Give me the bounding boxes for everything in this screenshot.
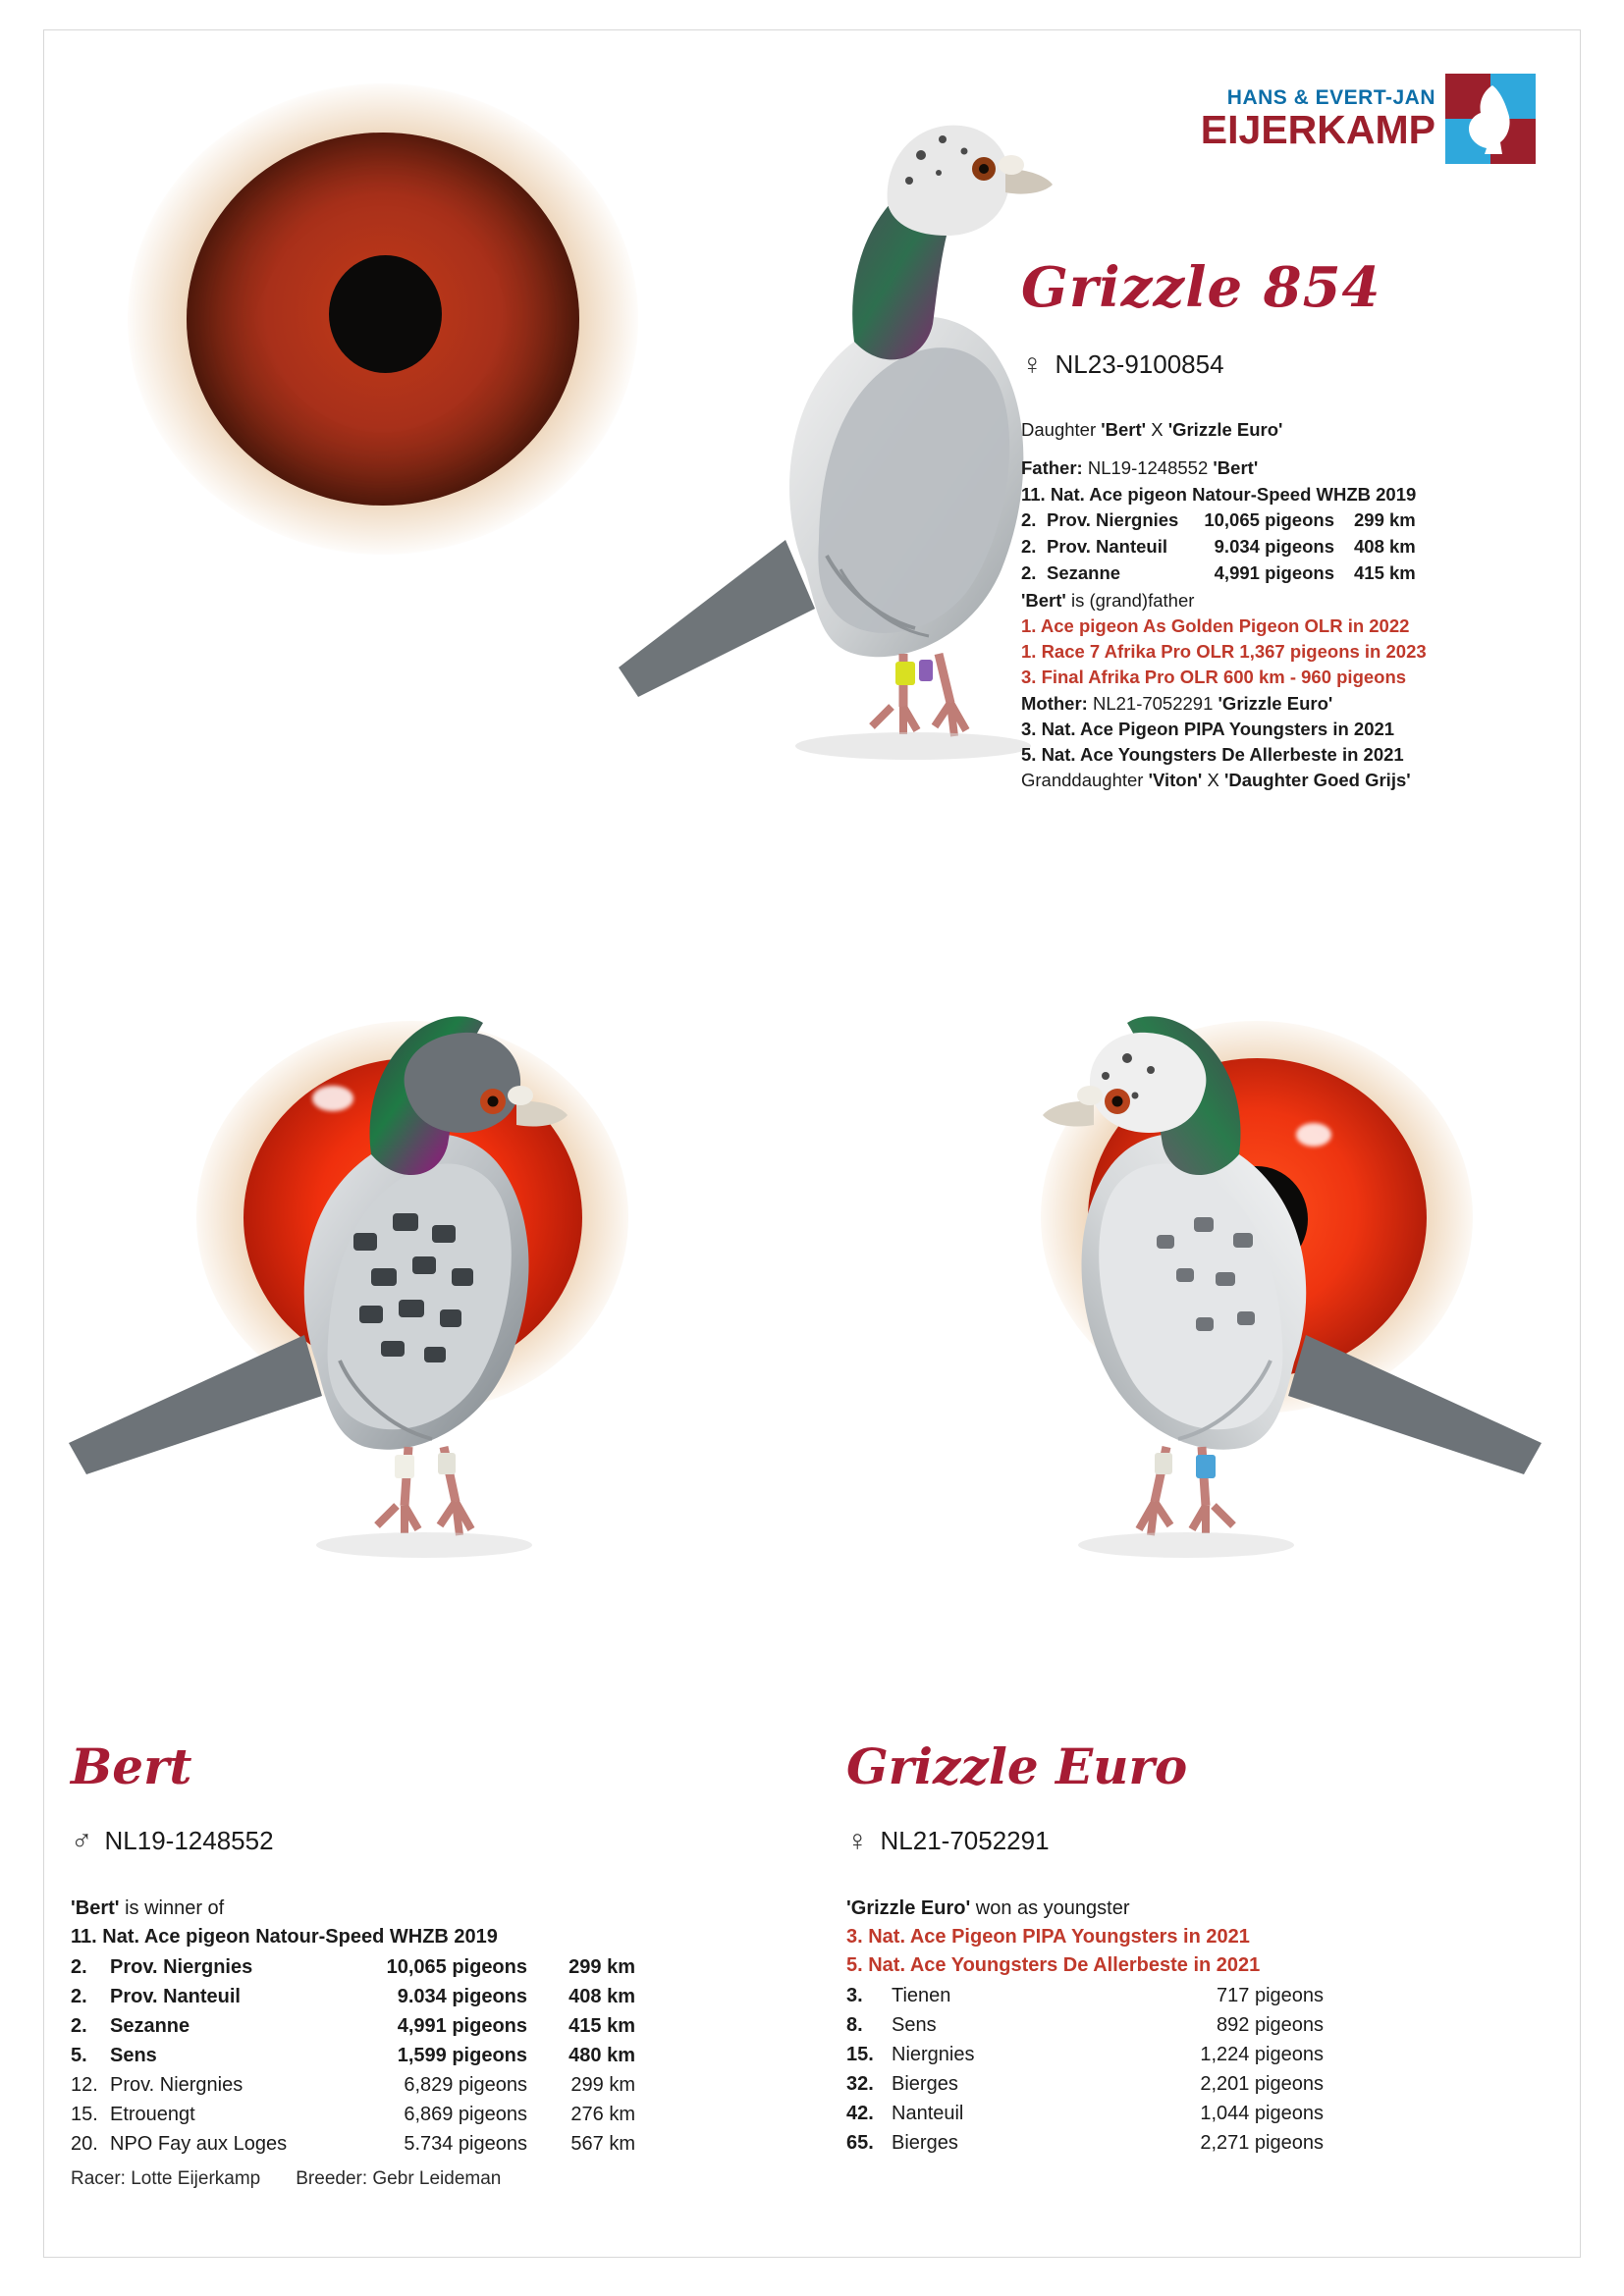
parentage-line [1021,417,1532,443]
euro-highlight-2: 5. Nat. Ace Youngsters De Allerbeste in 2021 [846,1954,1261,1976]
result-race: Bierges [892,2132,958,2154]
father-headline: 11. Nat. Ace pigeon Natour-Speed WHZB 2019 [1021,483,1417,505]
result-race: Etrouengt [110,2104,195,2125]
result-position: 42. [846,2103,874,2124]
result-pigeons: 6,829 pigeons [404,2074,527,2096]
grizzle-euro-title: Grizzle Euro [846,1737,1188,1795]
result-position: 32. [846,2073,874,2095]
father-name: 'Bert' [1213,457,1259,479]
table-row [71,2130,635,2160]
result-km: 408 km [568,1986,635,2007]
parentage-x: X [1146,419,1168,440]
result-km: 415 km [568,2015,635,2037]
result-pigeons: 2,201 pigeons [1200,2073,1324,2095]
logo-line-1: HANS & EVERT-JAN [1226,86,1435,109]
mother-highlight-1: 3. Nat. Ace Pigeon PIPA Youngsters in 2021 [1021,718,1395,739]
result-pigeons: 717 pigeons [1217,1985,1324,2006]
result-position: 65. [846,2132,874,2154]
result-position: 15. [846,2044,874,2065]
father-highlight-3: 3. Final Afrika Pro OLR 600 km - 960 pigeons [1021,667,1407,688]
result-pigeons: 9.034 pigeons [1214,536,1334,558]
father-ring: NL19-1248552 [1082,457,1214,479]
result-km: 299 km [568,1956,635,1978]
sex-symbol-male-icon: ♂ [71,1824,93,1857]
result-race: Sens [110,2045,157,2066]
logo-line-2: EIJERKAMP [1200,107,1435,152]
logo-mark-icon [1445,74,1536,164]
result-position: 8. [846,2014,863,2036]
table-row [71,1983,635,2012]
result-race: Tienen [892,1985,951,2006]
result-position: 2. [1021,562,1037,584]
result-km: 276 km [570,2104,635,2125]
result-race: Sens [892,2014,937,2036]
logo-dove-icon [1463,81,1520,156]
table-row [846,2070,1343,2100]
grizzle-euro-ring-row [846,1826,1050,1856]
bert-results-table [71,1953,635,2160]
euro-intro-name: 'Grizzle Euro' [846,1897,971,1919]
result-race: Prov. Nanteuil [1047,536,1168,558]
main-ring-row [1021,349,1224,380]
result-position: 12. [71,2074,98,2096]
father-highlight-1: 1. Ace pigeon As Golden Pigeon OLR in 2022 [1021,614,1410,636]
parentage-mother: 'Grizzle Euro' [1167,419,1283,440]
table-row [846,2100,1343,2129]
table-row [71,1953,635,1983]
bert-breeder: Breeder: Gebr Leideman [296,2168,502,2189]
granddaughter-sire: 'Viton' [1148,770,1203,791]
result-race: Prov. Niergnies [110,1956,253,1978]
table-row [846,2129,1343,2159]
result-pigeons: 6,869 pigeons [404,2104,527,2125]
table-row [1021,534,1416,561]
result-pigeons: 4,991 pigeons [397,2015,527,2037]
bert-intro-text: is winner of [119,1897,225,1919]
table-row [71,2042,635,2071]
bert-intro [71,1895,758,1923]
bert-details [71,1895,758,2193]
result-pigeons: 10,065 pigeons [1204,508,1334,530]
bird-photo-grizzle-euro [844,1011,1551,1757]
father-results-table [1021,507,1416,588]
euro-highlight-1: 3. Nat. Ace Pigeon PIPA Youngsters in 2021 [846,1926,1250,1948]
granddaughter-line [1021,768,1532,793]
parentage-prefix: Daughter [1021,419,1102,440]
grizzle-euro-details [846,1895,1475,2159]
mother-name: 'Grizzle Euro' [1218,692,1333,714]
result-race: Sezanne [110,2015,190,2037]
sex-symbol-female-icon: ♀ [846,1824,869,1857]
result-km: 299 km [570,2074,635,2096]
grizzle-euro-ring-number: NL21-7052291 [880,1826,1050,1855]
bert-title: Bert [71,1737,192,1795]
table-row [846,2011,1343,2041]
result-position: 3. [846,1985,863,2006]
result-position: 5. [71,2045,87,2066]
granddaughter-prefix: Granddaughter [1021,770,1149,791]
euro-intro [846,1895,1475,1923]
eye-photo-grizzle-854 [128,83,638,555]
bert-ring-row [71,1826,274,1856]
result-pigeons: 9.034 pigeons [397,1986,527,2007]
result-pigeons: 4,991 pigeons [1214,562,1334,584]
father-line [1021,455,1532,481]
main-pedigree-details [1021,417,1532,794]
granddaughter-dam: 'Daughter Goed Grijs' [1223,770,1411,791]
table-row [846,2041,1343,2070]
result-km: 480 km [568,2045,635,2066]
result-position: 2. [71,2015,87,2037]
result-position: 2. [71,1956,87,1978]
table-row [1021,561,1416,587]
mother-line [1021,691,1532,717]
result-pigeons: 10,065 pigeons [386,1956,527,1978]
result-position: 20. [71,2133,98,2155]
result-position: 2. [1021,508,1037,530]
table-row [1021,507,1416,534]
grandfather-note-text: is (grand)father [1065,589,1195,611]
result-position: 15. [71,2104,98,2125]
result-race: Niergnies [892,2044,975,2065]
sex-symbol-female-icon: ♀ [1021,347,1044,381]
result-race: Bierges [892,2073,958,2095]
result-race: Prov. Niergnies [110,2074,244,2096]
result-km: 415 km [1354,562,1416,584]
bert-credits [71,2165,758,2193]
euro-results-table [846,1982,1343,2159]
result-pigeons: 1,044 pigeons [1200,2103,1324,2124]
result-km: 567 km [570,2133,635,2155]
table-row [71,2101,635,2130]
grandfather-note-name: 'Bert' [1021,589,1066,611]
result-pigeons: 2,271 pigeons [1200,2132,1324,2154]
mother-highlight-2: 5. Nat. Ace Youngsters De Allerbeste in 2021 [1021,744,1404,766]
result-race: Prov. Nanteuil [110,1986,241,2007]
result-race: Sezanne [1047,562,1121,584]
logo-wordmark [1201,87,1435,150]
mother-ring: NL21-7052291 [1087,692,1218,714]
bird-photo-bert [59,1011,766,1757]
bert-racer: Racer: Lotte Eijerkamp [71,2168,261,2189]
result-position: 2. [1021,536,1037,558]
page-title: Grizzle 854 [1021,255,1381,320]
table-row [71,2071,635,2101]
result-pigeons: 892 pigeons [1217,2014,1324,2036]
result-pigeons: 1,599 pigeons [397,2045,527,2066]
result-pigeons: 5.734 pigeons [404,2133,527,2155]
table-row [71,2012,635,2042]
bert-ring-number: NL19-1248552 [104,1826,274,1855]
table-row [846,1982,1343,2011]
result-race: NPO Fay aux Loges [110,2133,288,2155]
result-race: Prov. Niergnies [1047,508,1179,530]
euro-intro-text: won as youngster [970,1897,1130,1919]
result-km: 408 km [1354,536,1416,558]
father-highlight-2: 1. Race 7 Afrika Pro OLR 1,367 pigeons in 2023 [1021,641,1427,663]
mother-label: Mother: [1021,692,1088,714]
grandfather-note [1021,588,1532,614]
father-label: Father: [1021,457,1083,479]
eijerkamp-logo [1201,74,1536,164]
result-km: 299 km [1354,508,1416,530]
result-position: 2. [71,1986,87,2007]
bert-intro-name: 'Bert' [71,1897,120,1919]
bert-headline: 11. Nat. Ace pigeon Natour-Speed WHZB 2019 [71,1926,498,1948]
granddaughter-x: X [1202,770,1224,791]
main-ring-number: NL23-9100854 [1055,349,1224,379]
result-race: Nanteuil [892,2103,964,2124]
result-pigeons: 1,224 pigeons [1200,2044,1324,2065]
parentage-father: 'Bert' [1101,419,1147,440]
